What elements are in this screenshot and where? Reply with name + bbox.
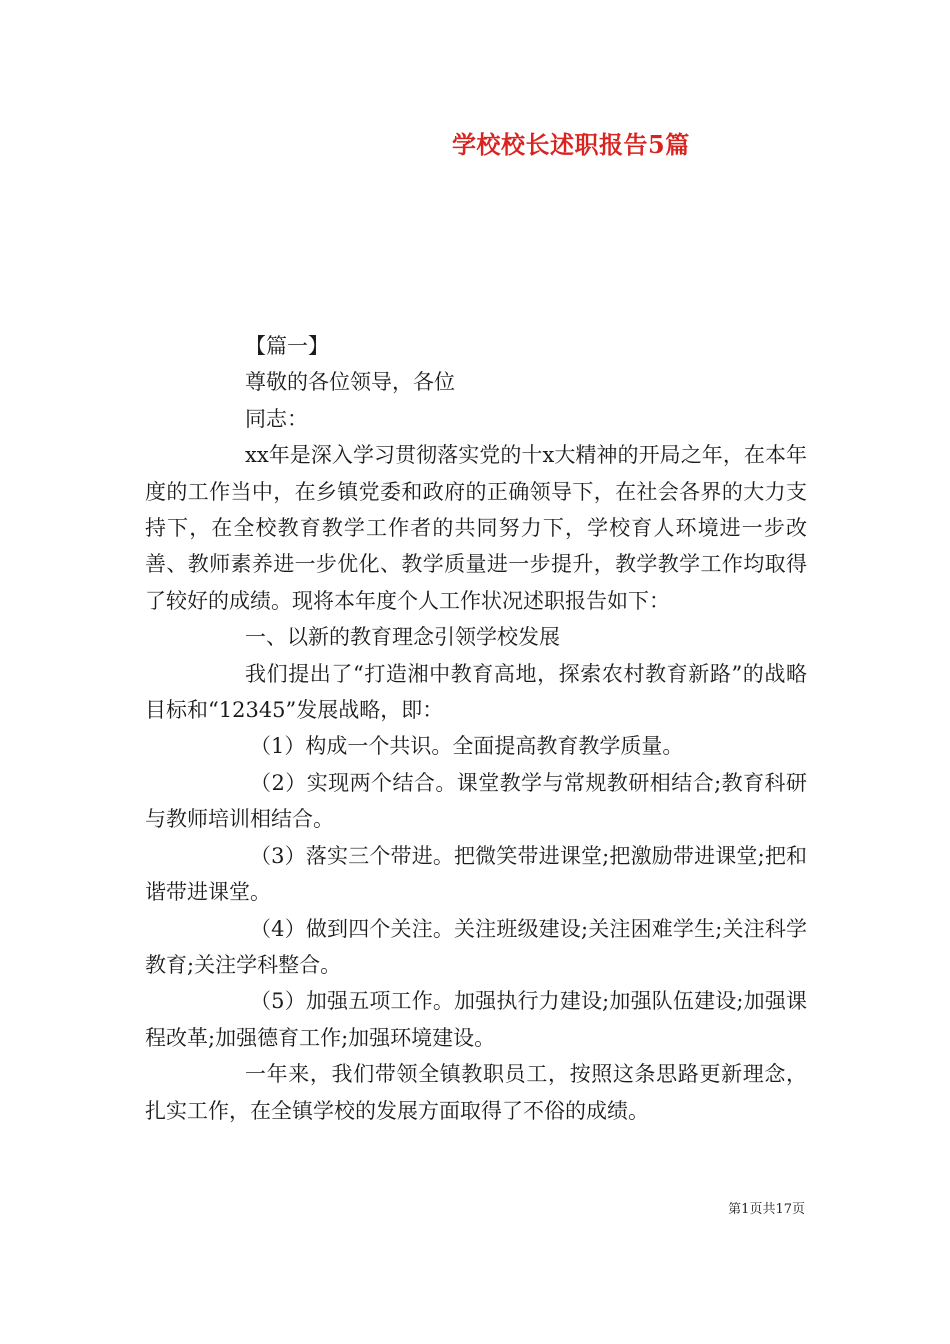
heading-one: 一、以新的教育理念引领学校发展 (245, 625, 560, 650)
section-label: 【篇一】 (245, 334, 329, 358)
list-item-4: （4）做到四个关注。关注班级建设;关注困难学生;关注科学教育;关注学科整合。 (145, 916, 807, 977)
document-title: 学校校长述职报告5篇 (452, 130, 690, 159)
paragraph-strategy: 我们提出了“打造湘中教育高地，探索农村教育新路”的战略目标和“12345”发展战略，即： (145, 661, 807, 723)
list-item-5: （5）加强五项工作。加强执行力建设;加强队伍建设;加强课程改革;加强德育工作;加强环境建设。 (145, 989, 807, 1050)
list-item-3: （3）落实三个带进。把微笑带进课堂;把激励带进课堂;把和谐带进课堂。 (145, 843, 807, 905)
document-body (145, 328, 807, 1129)
list-item-2: （2）实现两个结合。课堂教学与常规教研相结合;教育科研与教师培训相结合。 (145, 770, 807, 832)
paragraph-intro: xx年是深入学习贯彻落实党的十x大精神的开局之年，在本年度的工作当中，在乡镇党委和政府的正确领导下，在社会各界的大力支持下，在全校教育教学工作者的共同努力下，学校育人环境进一步改善、教师素养进一步优化、教学质量进一步提升，教学教学工作均取得了较好的成绩。现将本年度个人工作状况述职报告如下： (145, 443, 807, 613)
list-item-1: （1）构成一个共识。全面提高教育教学质量。 (250, 734, 684, 759)
page-number-footer: 第1页共17页 (728, 1202, 805, 1217)
salutation-line-1: 尊敬的各位领导，各位 (245, 370, 455, 395)
salutation-line-2: 同志： (245, 406, 308, 431)
paragraph-summary: 一年来，我们带领全镇教职员工，按照这条思路更新理念，扎实工作，在全镇学校的发展方面取得了不俗的成绩。 (145, 1062, 807, 1123)
